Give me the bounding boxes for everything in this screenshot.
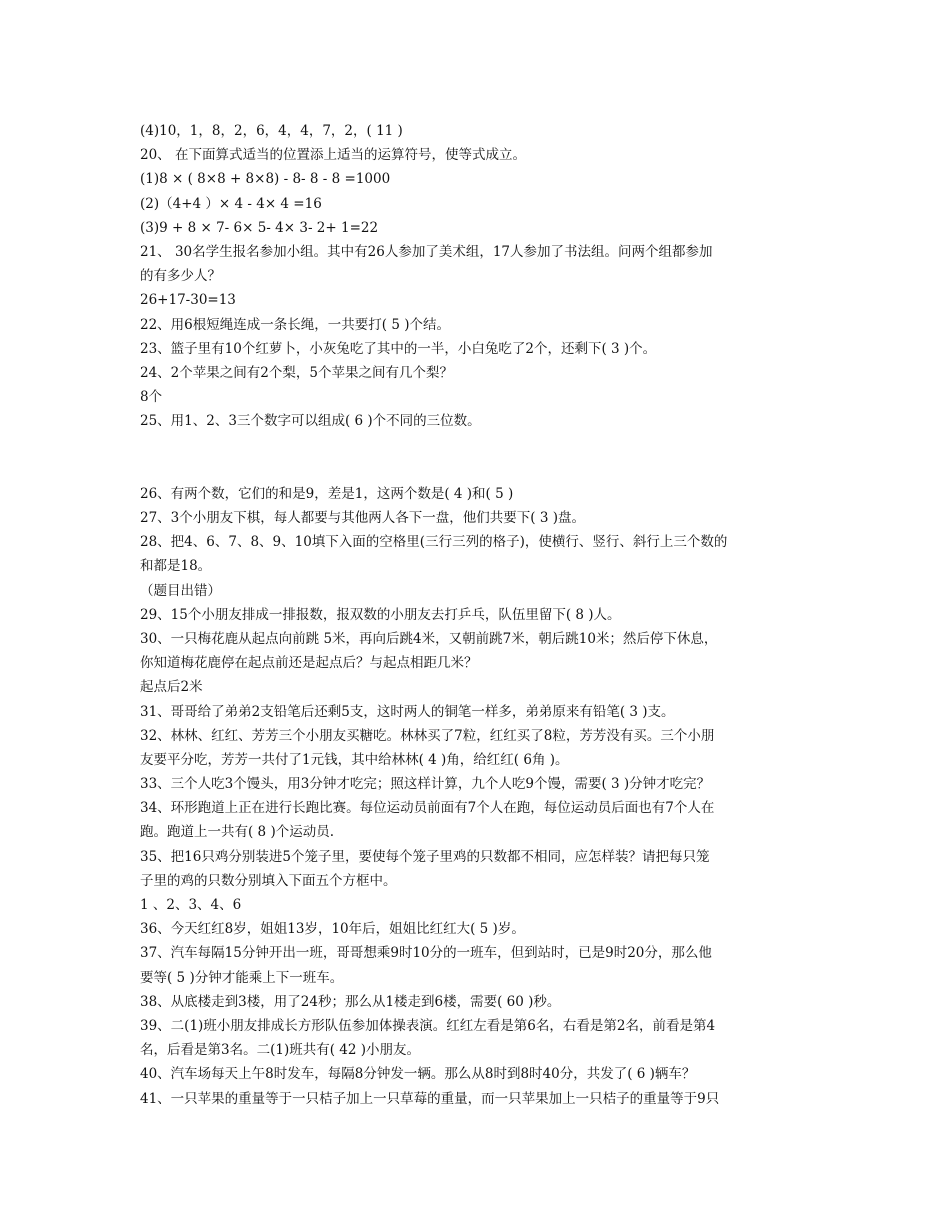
text-line: 39、二(1)班小朋友排成长方形队伍参加体操表演。红红左看是第6名，右看是第2名，前看是第4 [140,1017,716,1034]
text-line: 和都是18。 [140,558,212,575]
document-page [140,119,810,1159]
text-line: 40、汽车场每天上午8时发车，每隔8分钟发一辆。那么从8时到8时40分，共发了( 6 )辆车？ [140,1066,696,1083]
text-line: 8个 [140,389,163,406]
text-line: 跑。跑道上一共有( 8 )个运动员. [140,824,334,841]
text-line: 38、从底楼走到3楼，用了24秒；那么从1楼走到6楼，需要( 60 )秒。 [140,993,561,1010]
text-line: 子里的鸡的只数分别填入下面五个方框中。 [140,872,397,889]
text-line: 1 、2、3、4、6 [140,897,242,914]
text-line: （题目出错） [140,582,221,599]
text-line [140,1135,810,1159]
text-line: 友要平分吃，芳芳一共付了1元钱，其中给林林( 4 )角，给红红( 6角 )。 [140,751,569,768]
text-line: 起点后2米 [140,679,203,696]
text-line: (1)8 × ( 8×8 + 8×8) - 8- 8 - 8 =1000 [140,171,391,188]
text-line: (3)9 + 8 × 7- 6× 5- 4× 3- 2+ 1=22 [140,219,379,236]
text-line: 22、用6根短绳连成一条长绳，一共要打( 5 )个结。 [140,316,450,333]
blank-gap [140,433,810,481]
text-line: 20、 在下面算式适当的位置添上适当的运算符号，使等式成立。 [140,147,526,164]
text-line: 23、篮子里有10个红萝卜，小灰兔吃了其中的一半，小白兔吃了2个，还剩下( 3 )个。 [140,340,657,357]
text-line: 28、把4、6、7、8、9、10填下入面的空格里(三行三列的格子)，使横行、竖行、斜行上三个数的 [140,534,728,551]
text-line: 的有多少人？ [140,268,221,285]
text-line: 34、环形跑道上正在进行长跑比赛。每位运动员前面有7个人在跑，每位运动员后面也有7个人在 [140,800,715,817]
text-line: 26+17-30=13 [140,292,236,309]
text-line: 名，后看是第3名。二(1)班共有( 42 )小朋友。 [140,1042,421,1059]
text-line: 26、有两个数，它们的和是9，差是1，这两个数是( 4 )和( 5 ) [140,485,514,502]
text-line: 21、 30名学生报名参加小组。其中有26人参加了美术组，17人参加了书法组。问两个组都参加 [140,243,713,260]
text-line: (4)10，1，8，2，6，4，4，7，2，( 11 ) [140,123,403,139]
text-line: 29、15个小朋友排成一排报数，报双数的小朋友去打乒乓，队伍里留下( 8 )人。 [140,606,621,623]
text-line: 25、用1、2、3三个数字可以组成( 6 )个不同的三位数。 [140,413,481,430]
text-line: 27、3个小朋友下棋，每人都要与其他两人各下一盘，他们共要下( 3 )盘。 [140,510,585,527]
text-line: 41、一只苹果的重量等于一只桔子加上一只草莓的重量，而一只苹果加上一只桔子的重量等于9只 [140,1090,720,1107]
text-line: 37、汽车每隔15分钟开出一班，哥哥想乘9时10分的一班车，但到站时，已是9时20分，那么他 [140,945,712,962]
text-line: 24、2个苹果之间有2个梨，5个苹果之间有几个梨？ [140,364,453,381]
text-line: 33、三个人吃3个馒头，用3分钟才吃完；照这样计算，九个人吃9个馒，需要( 3 )分钟才吃完？ [140,776,711,793]
text-line: 要等( 5 )分钟才能乘上下一班车。 [140,969,344,986]
text-line: 36、今天红红8岁，姐姐13岁，10年后，姐姐比红红大( 5 )岁。 [140,921,525,938]
text-line: 32、林林、红红、芳芳三个小朋友买糖吃。林林买了7粒，红红买了8粒，芳芳没有买。三个小朋 [140,727,715,744]
text-line: 35、把16只鸡分别装进5个笼子里，要使每个笼子里鸡的只数都不相同，应怎样装？请把每只笼 [140,848,710,865]
text-line: (2)（4+4 ）× 4 - 4× 4 =16 [140,195,322,212]
text-line: 你知道梅花鹿停在起点前还是起点后？与起点相距几米？ [140,655,478,672]
text-line: 31、哥哥给了弟弟2支铅笔后还剩5支，这时两人的铜笔一样多，弟弟原来有铅笔( 3 )支。 [140,703,675,720]
text-line [140,1111,810,1135]
text-line: 30、一只梅花鹿从起点向前跳 5米，再向后跳4米，又朝前跳7米，朝后跳10米；然后停下休息， [140,630,718,647]
